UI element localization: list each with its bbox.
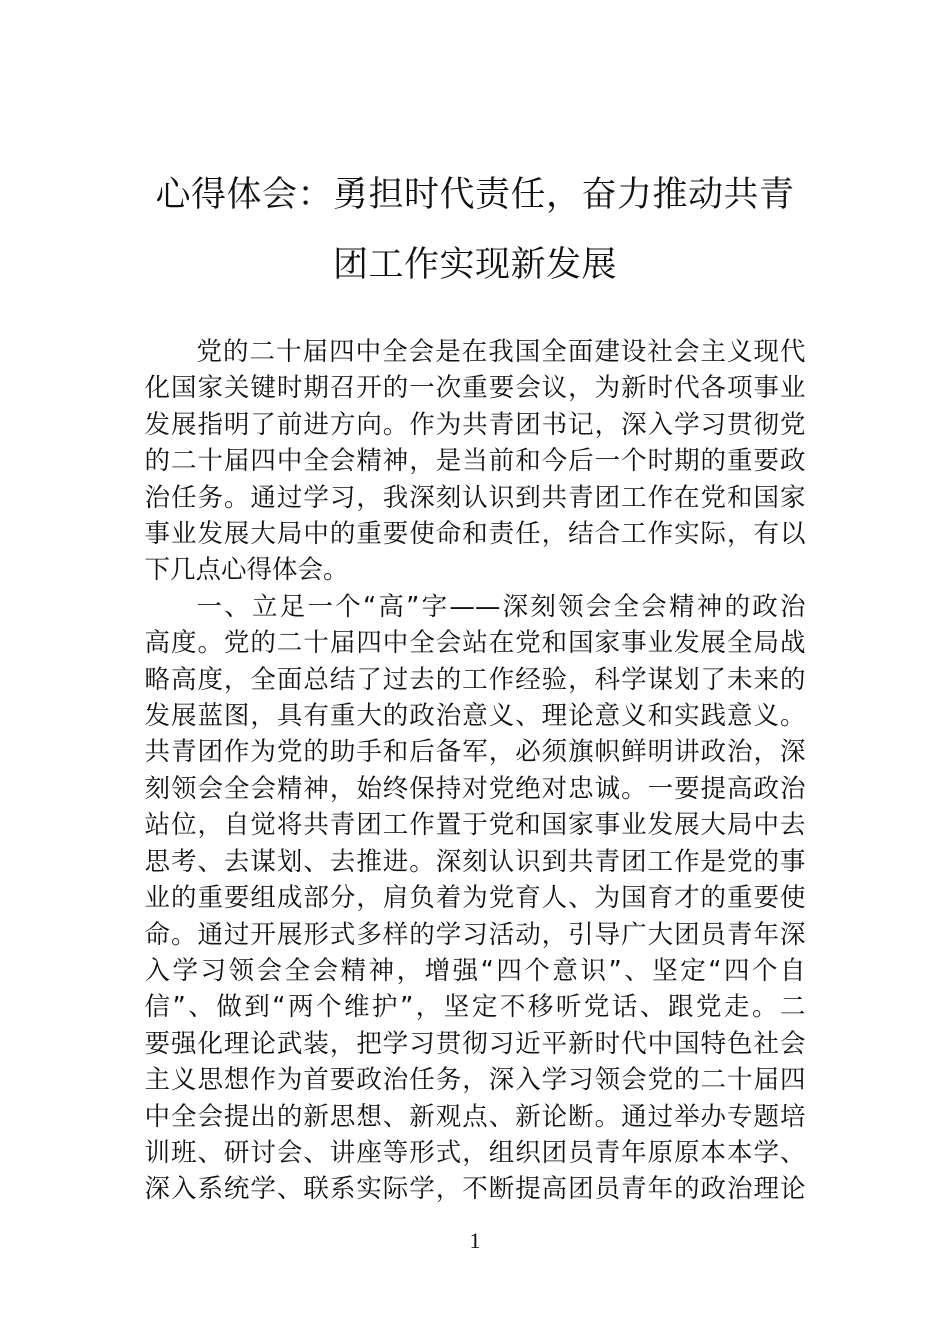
- paragraph-line: 共青团作为党的助手和后备军，必须旗帜鲜明讲政治，深: [144, 737, 806, 768]
- paragraph-line: 主义思想作为首要政治任务，深入学习领会党的二十届四: [144, 1065, 806, 1096]
- paragraph-line: 刻领会全会精神，始终保持对党绝对忠诚。一要提高政治: [144, 773, 806, 804]
- paragraph-line: 站位，自觉将共青团工作置于党和国家事业发展大局中去: [144, 810, 806, 841]
- paragraph-line: 的二十届四中全会精神，是当前和今后一个时期的重要政: [144, 446, 806, 477]
- paragraph-line: 发展蓝图，具有重大的政治意义、理论意义和实践意义。: [144, 701, 806, 732]
- paragraph-line: 治任务。通过学习，我深刻认识到共青团工作在党和国家: [144, 482, 806, 513]
- paragraph-line: 事业发展大局中的重要使命和责任，结合工作实际，有以: [144, 519, 806, 550]
- document-title-line-2: 团工作实现新发展: [332, 245, 617, 285]
- paragraph-line: 命。通过开展形式多样的学习活动，引导广大团员青年深: [144, 919, 806, 950]
- paragraph-line: 训班、研讨会、讲座等形式，组织团员青年原原本本学、: [144, 1137, 806, 1168]
- paragraph-line: 发展指明了前进方向。作为共青团书记，深入学习贯彻党: [144, 409, 806, 440]
- paragraph-line: 化国家关键时期召开的一次重要会议，为新时代各项事业: [144, 373, 806, 404]
- paragraph-line: 深入系统学、联系实际学，不断提高团员青年的政治理论: [144, 1174, 806, 1205]
- paragraph-line: 要强化理论武装，把学习贯彻习近平新时代中国特色社会: [144, 1028, 806, 1059]
- paragraph-line: 党的二十届四中全会是在我国全面建设社会主义现代: [196, 337, 806, 367]
- paragraph-line: 一、立足一个“高”字——深刻领会全会精神的政治: [196, 591, 806, 622]
- document-title-line-1: 心得体会：勇担时代责任，奋力推动共青: [155, 175, 795, 215]
- paragraph-line: 略高度，全面总结了过去的工作经验，科学谋划了未来的: [144, 664, 806, 695]
- paragraph-line: 业的重要组成部分，肩负着为党育人、为国育才的重要使: [144, 883, 806, 914]
- paragraph-line: 信”、做到“两个维护”，坚定不移听党话、跟党走。二: [144, 992, 806, 1023]
- page-number: 1: [469, 1227, 481, 1253]
- document-body: [145, 334, 806, 1208]
- paragraph-line: 思考、去谋划、去推进。深刻认识到共青团工作是党的事: [144, 846, 806, 877]
- paragraph-line: 下几点心得体会。: [144, 555, 349, 586]
- paragraph-line: 中全会提出的新思想、新观点、新论断。通过举办专题培: [144, 1101, 806, 1132]
- paragraph-line: 高度。党的二十届四中全会站在党和国家事业发展全局战: [144, 628, 806, 659]
- paragraph-line: 入学习领会全会精神，增强“四个意识”、坚定“四个自: [144, 955, 806, 986]
